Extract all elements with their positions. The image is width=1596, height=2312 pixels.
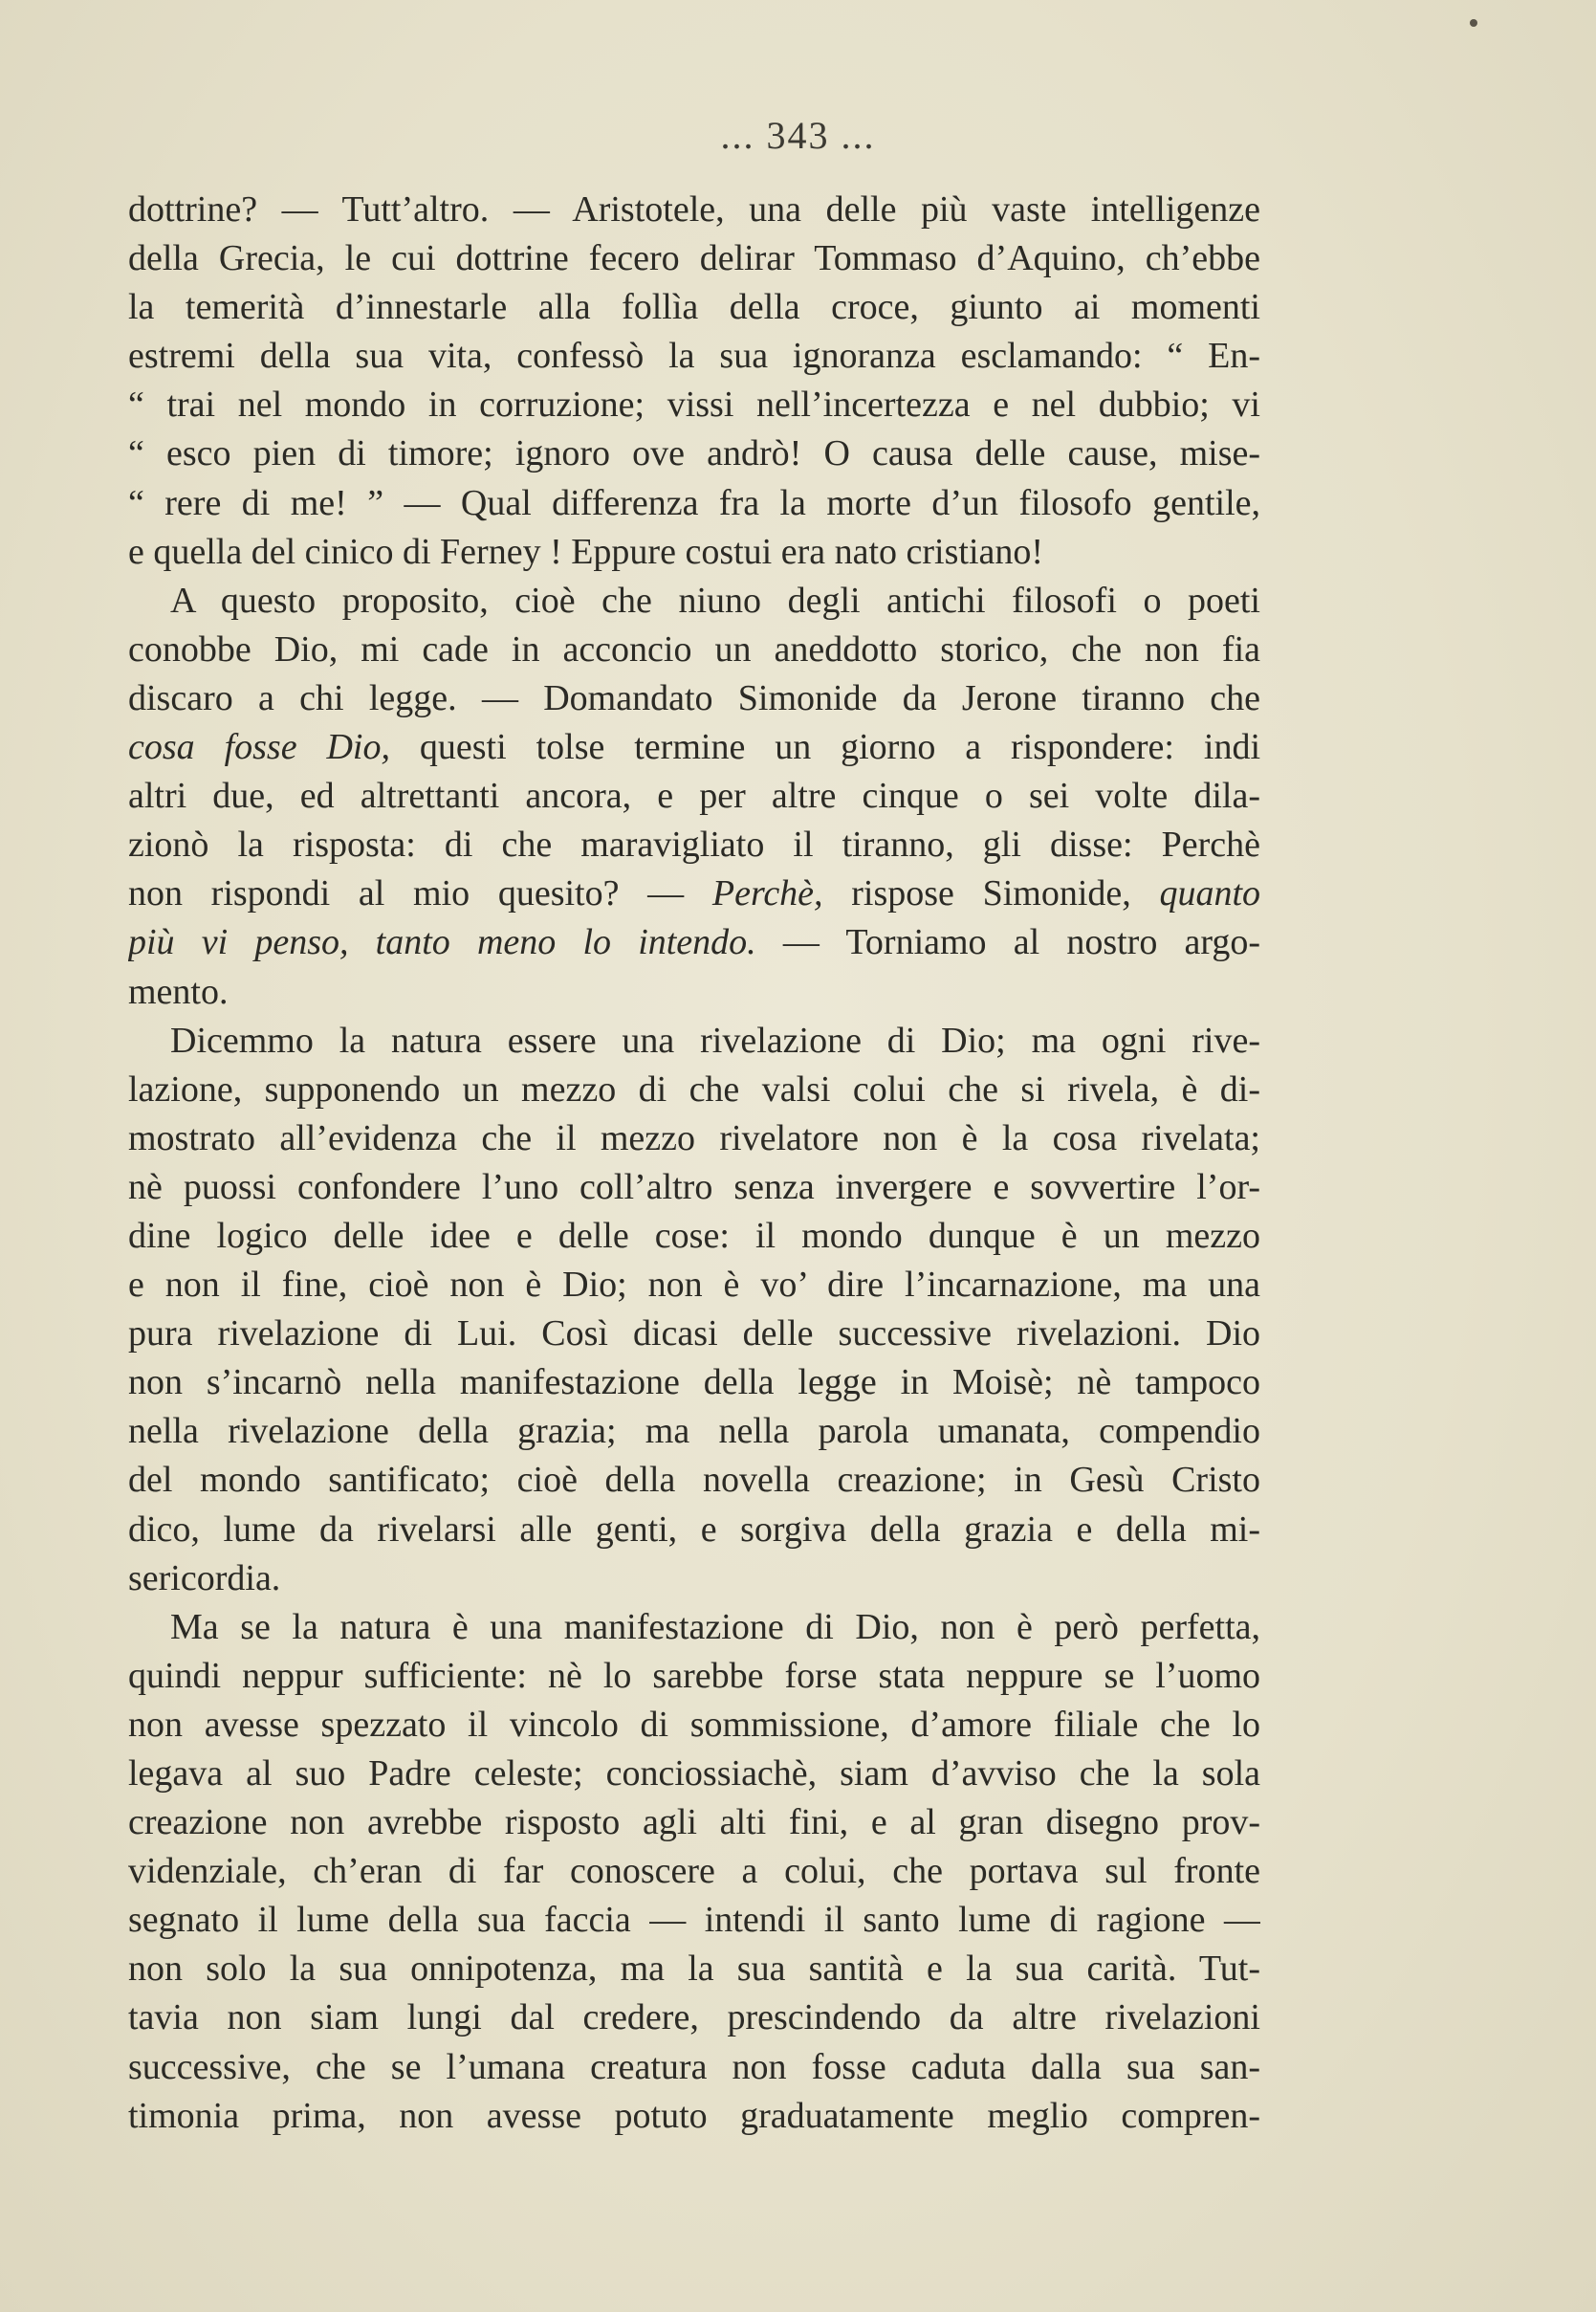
text-segment: la temerità d’innestarle alla follìa della croce, giunto ai momenti [128, 287, 1260, 328]
text-segment: estremi della sua vita, confessò la sua ignoranza esclamando: “ En- [128, 336, 1260, 377]
text-line [128, 723, 1260, 772]
text-line [128, 1554, 1260, 1603]
italic-text: più vi penso, tanto meno lo intendo. [128, 922, 756, 963]
text-line [128, 870, 1260, 918]
text-segment: “ esco pien di timore; ignoro ove andrò! O causa delle cause, mise- [128, 433, 1260, 474]
text-line [128, 626, 1260, 674]
text-segment: segnato il lume della sua faccia — intendi il santo lume di ragione — [128, 1900, 1260, 1941]
text-line [128, 186, 1260, 234]
text-line [128, 479, 1260, 528]
text-segment: successive, che se l’umana creatura non fosse caduta dalla sua san- [128, 2046, 1260, 2087]
text-segment: “ trai nel mondo in corruzione; vissi nell’incertezza e nel dubbio; vi [128, 385, 1260, 426]
text-line [128, 968, 1260, 1017]
text-segment: dottrine? — Tutt’altro. — Aristotele, una delle più vaste intelligenze [128, 189, 1260, 230]
text-segment: A questo proposito, cioè che niuno degli antichi filosofi o poeti [170, 580, 1260, 621]
text-line [128, 772, 1260, 821]
text-line [128, 1163, 1260, 1212]
text-line [128, 2043, 1260, 2092]
text-line [128, 1114, 1260, 1163]
text-line [128, 381, 1260, 429]
text-segment: non rispondi al mio quesito? — [128, 873, 712, 914]
text-line [128, 528, 1260, 577]
text-segment: zionò la risposta: di che maravigliato il tiranno, gli disse: Perchè [128, 825, 1260, 866]
italic-text: Perchè, [711, 873, 823, 914]
text-line [128, 577, 1260, 626]
text-segment: conobbe Dio, mi cade in acconcio un aneddotto storico, che non fia [128, 628, 1260, 670]
italic-text: cosa fosse Dio, [128, 727, 390, 768]
text-segment: della Grecia, le cui dottrine fecero delirar Tommaso d’Aquino, ch’ebbe [128, 238, 1260, 279]
text-segment: mostrato all’evidenza che il mezzo rivelatore non è la cosa rivelata; [128, 1117, 1260, 1158]
text-segment: nè puossi confondere l’uno coll’altro senza invergere e sovvertire l’or- [128, 1166, 1260, 1207]
text-segment: non avesse spezzato il vincolo di sommissione, d’amore filiale che lo [128, 1704, 1260, 1745]
text-segment: sericordia. [128, 1557, 281, 1598]
text-segment: — Torniamo al nostro argo- [755, 922, 1260, 963]
italic-text: quanto [1159, 873, 1260, 914]
text-segment: quindi neppur sufficiente: nè lo sarebbe forse stata neppure se l’uomo [128, 1655, 1260, 1696]
text-segment: non s’incarnò nella manifestazione della legge in Moisè; nè tampoco [128, 1362, 1260, 1403]
text-segment: del mondo santificato; cioè della novella creazione; in Gesù Cristo [128, 1460, 1260, 1501]
text-segment: pura rivelazione di Lui. Così dicasi delle successive rivelazioni. Dio [128, 1313, 1260, 1354]
text-segment: creazione non avrebbe risposto agli alti fini, e al gran disegno prov- [128, 1802, 1260, 1843]
text-line [128, 1358, 1260, 1407]
text-line [128, 1798, 1260, 1847]
text-line [128, 918, 1260, 967]
text-line [128, 1896, 1260, 1945]
text-line [128, 2092, 1260, 2141]
paper-speck [1470, 19, 1477, 27]
text-segment: e quella del cinico di Ferney ! Eppure costui era nato cristiano! [128, 531, 1044, 572]
text-segment: mento. [128, 971, 229, 1012]
text-segment: timonia prima, non avesse potuto graduatamente meglio compren- [128, 2095, 1260, 2136]
text-segment: tavia non siam lungi dal credere, prescindendo da altre rivelazioni [128, 1997, 1260, 2038]
text-line [128, 1750, 1260, 1798]
text-line [128, 1261, 1260, 1310]
text-line [128, 1212, 1260, 1261]
text-line [128, 1603, 1260, 1652]
page-number: ... 343 ... [720, 114, 876, 157]
text-segment: legava al suo Padre celeste; conciossiachè, siam d’avviso che la sola [128, 1753, 1260, 1794]
text-segment: videnziale, ch’eran di far conoscere a colui, che portava sul fronte [128, 1851, 1260, 1892]
text-segment: nella rivelazione della grazia; ma nella parola umanata, compendio [128, 1411, 1260, 1452]
text-line [128, 1506, 1260, 1554]
text-segment: questi tolse termine un giorno a rispondere: indi [389, 727, 1260, 768]
text-segment: e non il fine, cioè non è Dio; non è vo’ dire l’incarnazione, ma una [128, 1265, 1260, 1306]
text-line [128, 1310, 1260, 1358]
text-line [128, 1066, 1260, 1114]
text-segment: Ma se la natura è una manifestazione di Dio, non è però perfetta, [170, 1606, 1260, 1647]
text-segment: Dicemmo la natura essere una rivelazione di Dio; ma ogni rive- [170, 1020, 1260, 1061]
text-segment: lazione, supponendo un mezzo di che valsi colui che si rivela, è di- [128, 1068, 1260, 1110]
text-line [128, 1456, 1260, 1505]
text-segment: dine logico delle idee e delle cose: il mondo dunque è un mezzo [128, 1215, 1260, 1256]
body-text [128, 186, 1260, 2141]
text-segment: discaro a chi legge. — Domandato Simonide da Jerone tiranno che [128, 677, 1260, 718]
text-line [128, 1993, 1260, 2042]
text-segment: non solo la sua onnipotenza, ma la sua santità e la sua carità. Tut- [128, 1949, 1260, 1990]
text-line [128, 1945, 1260, 1993]
text-line [128, 1701, 1260, 1750]
text-segment: dico, lume da rivelarsi alle genti, e sorgiva della grazia e della mi- [128, 1508, 1260, 1550]
text-segment: “ rere di me! ” — Qual differenza fra la morte d’un filosofo gentile, [128, 482, 1260, 523]
text-line [128, 1407, 1260, 1456]
text-line [128, 234, 1260, 283]
text-line [128, 821, 1260, 870]
text-line [128, 1847, 1260, 1896]
text-line [128, 283, 1260, 332]
text-line [128, 1017, 1260, 1066]
text-line [128, 332, 1260, 381]
text-line [128, 1652, 1260, 1701]
text-line [128, 429, 1260, 478]
text-segment: rispose Simonide, [822, 873, 1160, 914]
text-line [128, 674, 1260, 723]
text-segment: altri due, ed altrettanti ancora, e per altre cinque o sei volte dila- [128, 776, 1260, 817]
